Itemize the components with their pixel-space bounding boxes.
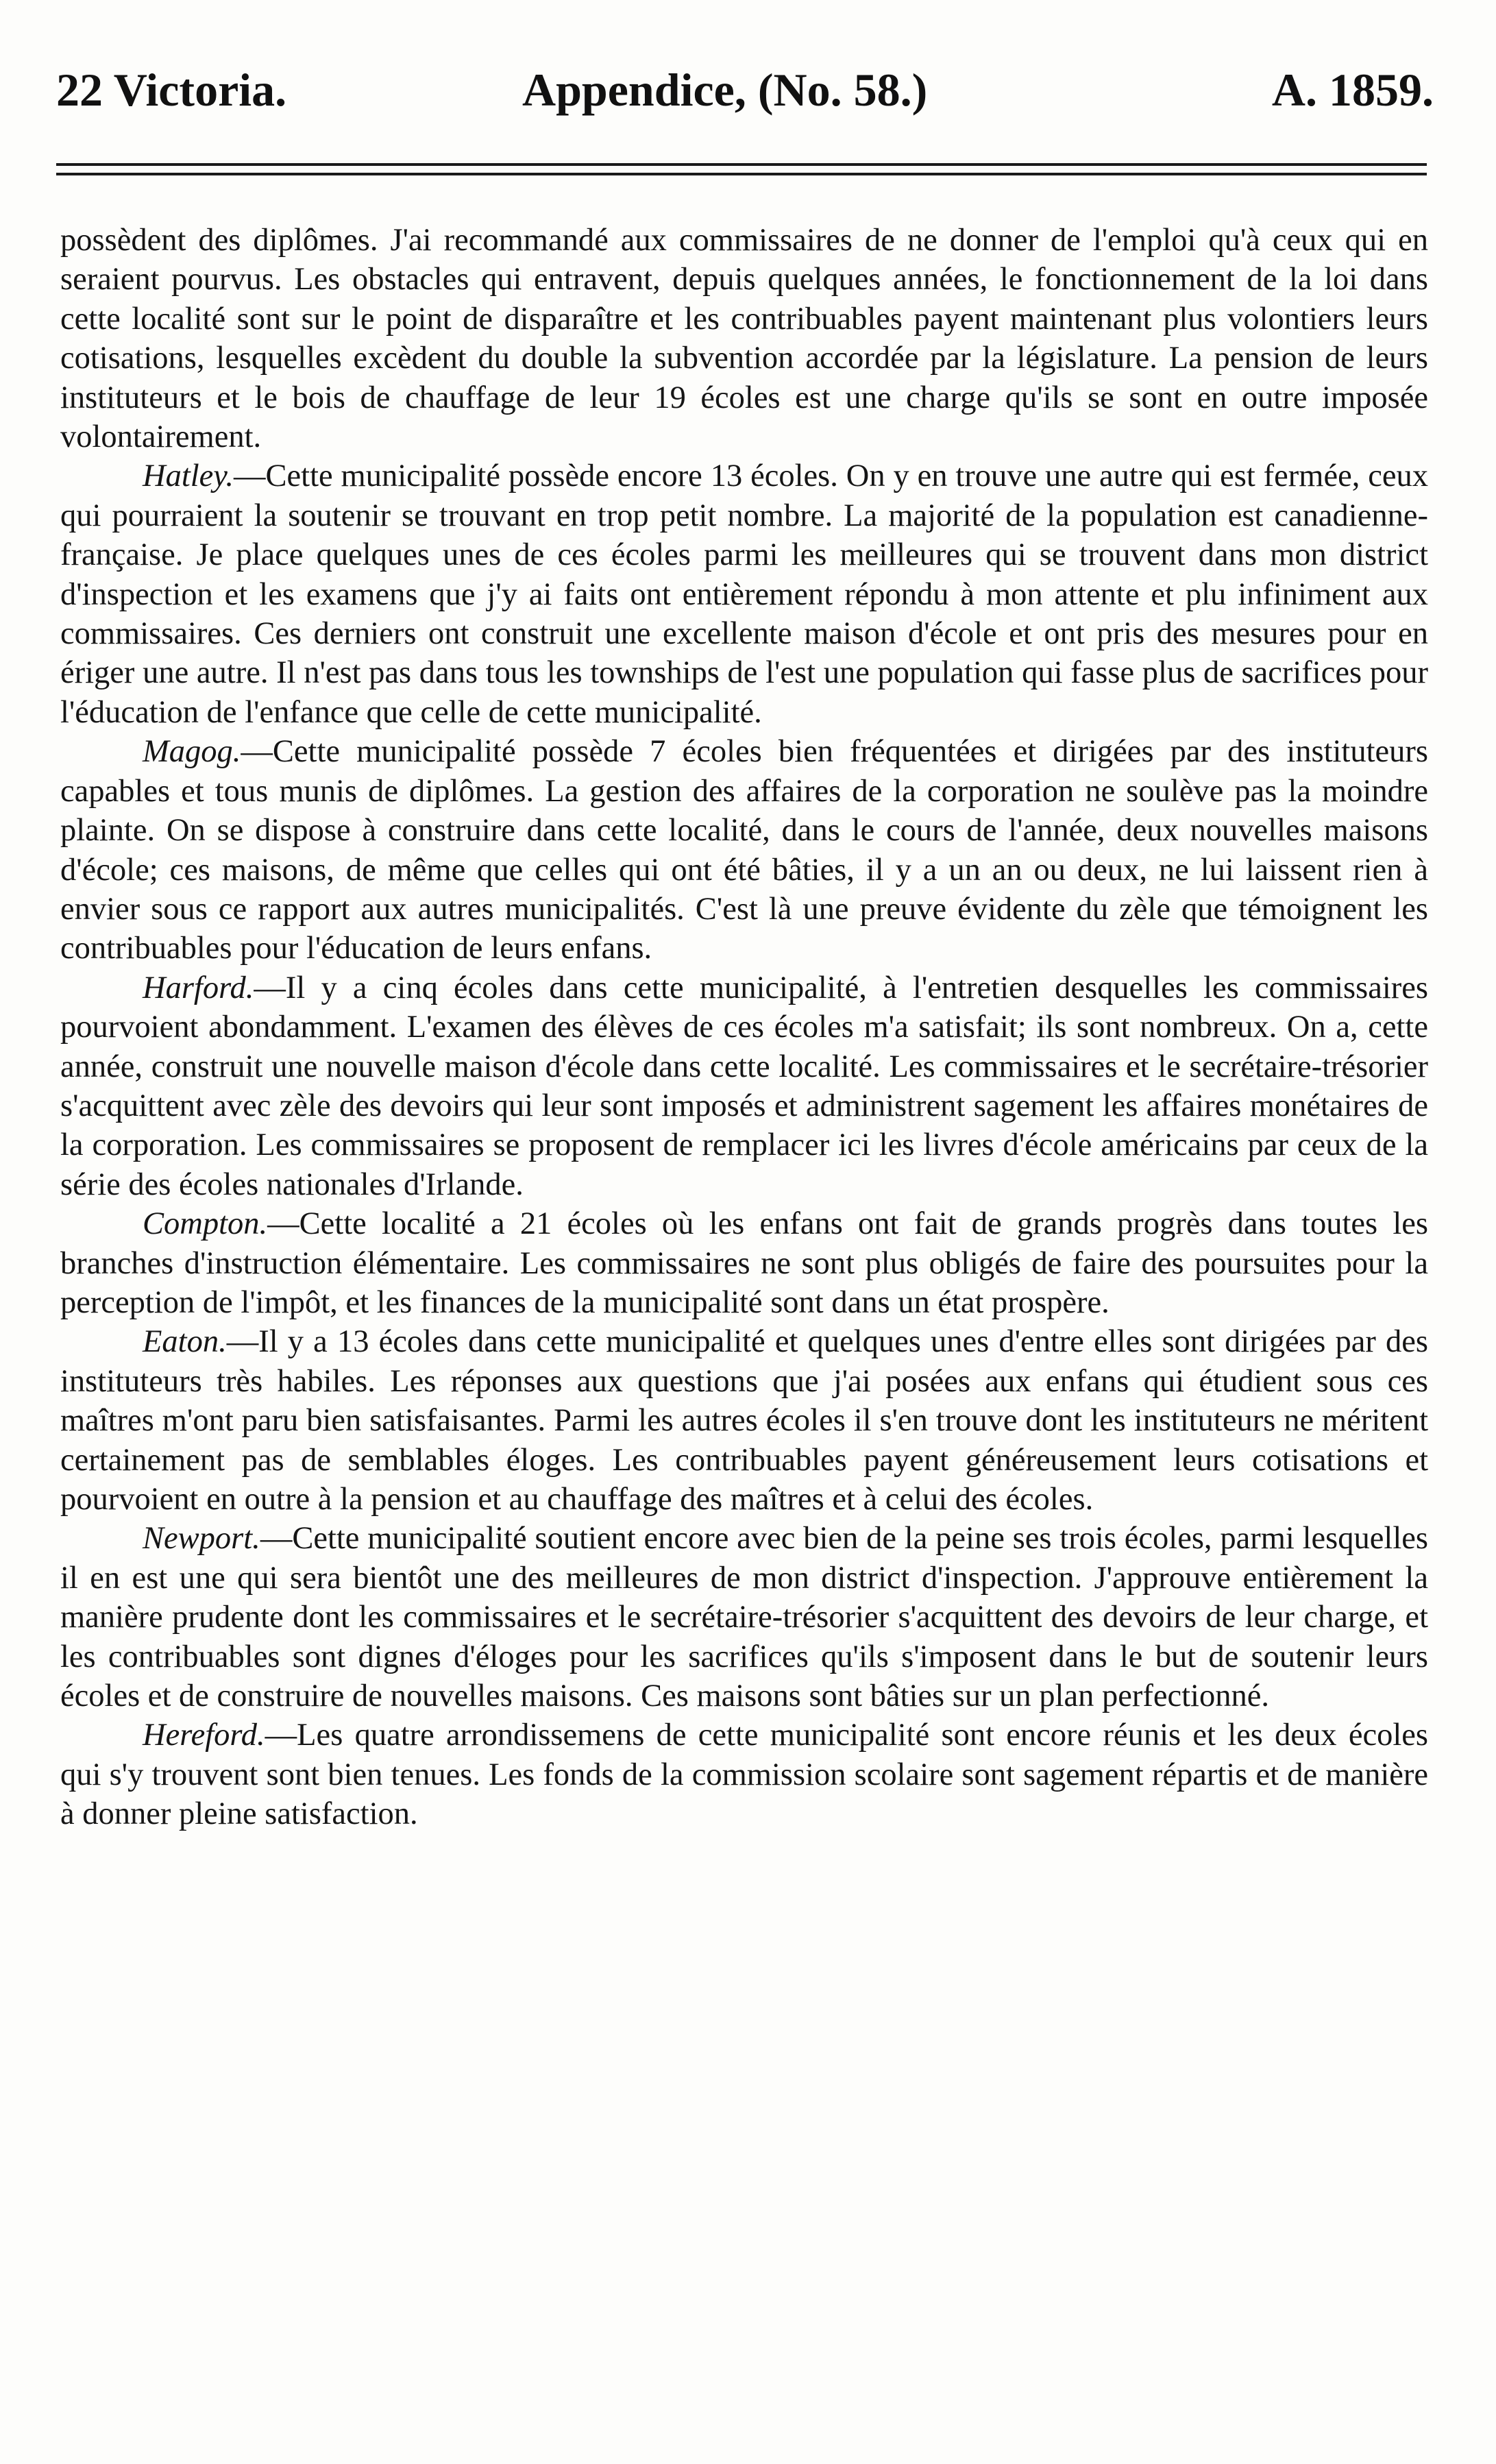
paragraph-continuation (60, 221, 1428, 456)
paragraph-compton (60, 1204, 1428, 1322)
paragraph-hereford (60, 1716, 1428, 1833)
paragraph-text: —Cette municipalité possède 7 écoles bien fréquentées et dirigées par des instituteurs capables et tous munis de diplômes. La gestion des affaires de la corporation ne soulève pas la moindre plainte. On se dispose à construire dans cette localité, dans le cours de l'année, deux nouvelles maisons d'école; ces maisons, de même que celles qui ont été bâties, il y a un an ou deux, ne lui laissent rien à envier sous ce rapport aux autres municipalités. C'est là une preuve évidente du zèle que témoignent les contribuables pour l'éducation de leurs enfans. (60, 734, 1428, 966)
body-text (60, 221, 1428, 2373)
paragraph-text: —Cette municipalité soutient encore avec bien de la peine ses trois écoles, parmi lesquelles il en est une qui sera bientôt une des meilleures de mon district d'inspection. J'approuve entièrement la manière prudente dont les commissaires et le secrétaire-trésorier s'acquittent des devoirs de leur charge, et les contribuables sont dignes d'éloges pour les sacrifices qu'ils s'imposent dans le but de soutenir leurs écoles et de construire de nouvelles maisons. Ces maisons sont bâties sur un plan perfectionné. (60, 1521, 1428, 1714)
header-rule-top (56, 163, 1427, 166)
header-session: 22 Victoria. (56, 64, 287, 116)
header-rule-bottom (56, 173, 1427, 175)
paragraph-magog (60, 732, 1428, 968)
place-name: Hereford. (143, 1718, 265, 1753)
place-name: Compton. (143, 1206, 268, 1242)
paragraph-newport (60, 1519, 1428, 1716)
paragraph-text: possèdent des diplômes. J'ai recommandé aux commissaires de ne donner de l'emploi qu'à ceux qui en seraient pourvus. Les obstacles qui entravent, depuis quelques années, le fonctionnement de la loi dans cette localité sont sur le point de disparaître et les contribuables payent maintenant plus volontiers leurs cotisations, lesquelles excèdent du double la subvention accordée par la législature. La pension de leurs instituteurs et le bois de chauffage de leur 19 écoles est une charge qu'ils se sont en outre imposée volontairement. (60, 223, 1428, 455)
header-year: A. 1859. (1271, 64, 1434, 116)
paragraph-text: —Cette municipalité possède encore 13 écoles. On y en trouve une autre qui est fermée, ceux qui pourraient la soutenir se trouvant en trop petit nombre. La majorité de la population est canadienne-française. Je place quelques unes de ces écoles parmi les meilleures qui se trouvent dans mon district d'inspection et les examens que j'y ai faits ont entièrement répondu à mon attente et plu infiniment aux commissaires. Ces derniers ont construit une excellente maison d'école et ont pris des mesures pour en ériger une autre. Il n'est pas dans tous les townships de l'est une population qui fasse plus de sacrifices pour l'éducation de l'enfance que celle de cette municipalité. (60, 459, 1428, 730)
paragraph-harford (60, 968, 1428, 1204)
running-header (56, 53, 1434, 129)
place-name: Magog. (143, 734, 241, 770)
place-name: Eaton. (143, 1324, 227, 1360)
paragraph-hatley (60, 456, 1428, 732)
header-appendix: Appendice, (No. 58.) (522, 64, 928, 116)
paragraph-text: —Les quatre arrondissemens de cette municipalité sont encore réunis et les deux écoles qui s'y trouvent sont bien tenues. Les fonds de la commission scolaire sont sagement répartis et de manière à donner pleine satisfaction. (60, 1718, 1428, 1832)
paragraph-text: —Cette localité a 21 écoles où les enfans ont fait de grands progrès dans toutes les branches d'instruction élémentaire. Les commissaires ne sont plus obligés de faire des poursuites pour la perception de l'impôt, et les finances de la municipalité sont dans un état prospère. (60, 1206, 1428, 1320)
paragraph-text: —Il y a 13 écoles dans cette municipalité et quelques unes d'entre elles sont dirigées par des instituteurs très habiles. Les réponses aux questions que j'ai posées aux enfans qui étudient sous ces maîtres m'ont paru bien satisfaisantes. Parmi les autres écoles il s'en trouve dont les instituteurs ne méritent certainement pas de semblables éloges. Les contribuables payent généreusement leurs cotisations et pourvoient en outre à la pension et au chauffage des maîtres et à celui des écoles. (60, 1324, 1428, 1517)
place-name: Newport. (143, 1521, 260, 1557)
place-name: Hatley. (143, 459, 234, 494)
paragraph-eaton (60, 1322, 1428, 1519)
place-name: Harford. (143, 970, 254, 1005)
paragraph-text: —Il y a cinq écoles dans cette municipalité, à l'entretien desquelles les commissaires pourvoient abondamment. L'examen des élèves de ces écoles m'a satisfait; ils sont nombreux. On a, cette année, construit une nouvelle maison d'école dans cette localité. Les commissaires et le secrétaire-trésorier s'acquittent avec zèle des devoirs qui leur sont imposés et administrent sagement les affaires monétaires de la corporation. Les commissaires se proposent de remplacer ici les livres d'école américains par ceux de la série des écoles nationales d'Irlande. (60, 970, 1428, 1202)
